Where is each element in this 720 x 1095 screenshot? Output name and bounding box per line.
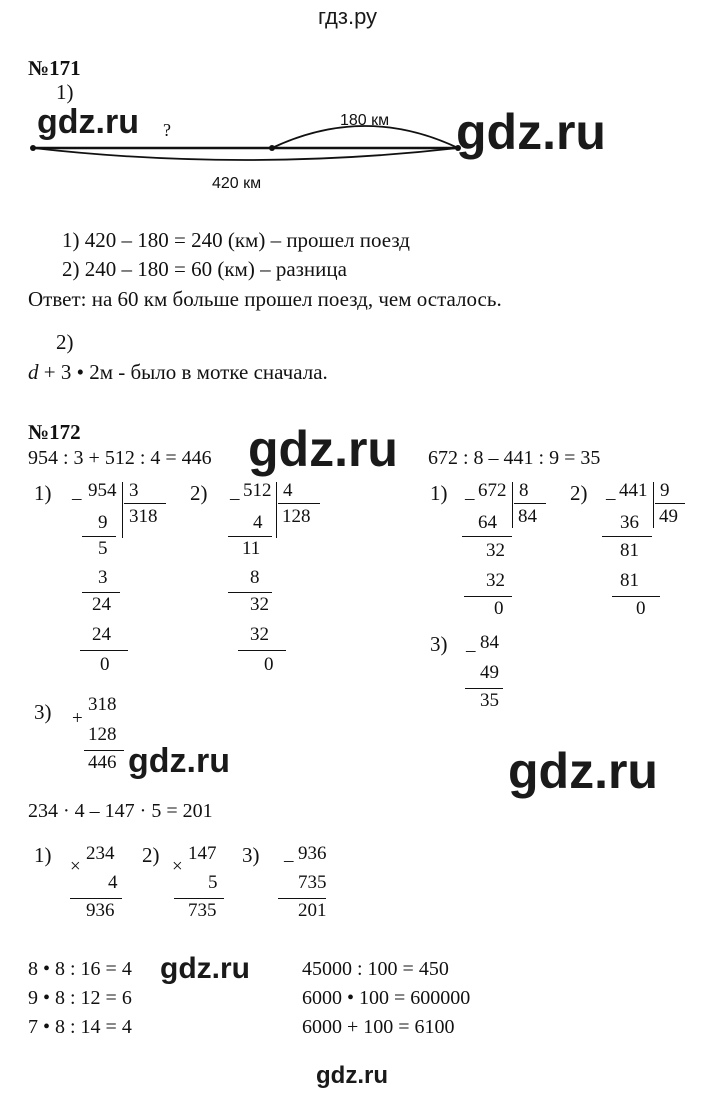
step-label-1: 1) <box>34 481 52 505</box>
work-row: 24 <box>92 594 111 615</box>
factor: 234 <box>86 843 115 864</box>
step-label-1: 1) <box>34 843 52 867</box>
solution-step-1: 1) 420 – 180 = 240 (км) – прошел поезд <box>62 228 410 252</box>
minus-sign: – <box>284 850 294 871</box>
watermark: gdz.ru <box>456 104 606 160</box>
solution-step-2: 2) 240 – 180 = 60 (км) – разница <box>62 257 347 281</box>
step-label-2: 2) <box>142 843 160 867</box>
minuend: 84 <box>480 632 499 653</box>
divisor: 3 <box>129 480 139 501</box>
step-label-2: 2) <box>570 481 588 505</box>
work-row: 81 <box>620 540 639 561</box>
work-row: 36 <box>620 512 639 533</box>
work-row: 4 <box>253 512 263 533</box>
work-row: 5 <box>98 538 108 559</box>
difference: 201 <box>298 900 327 921</box>
expression-left: 7 • 8 : 14 = 4 <box>28 1016 132 1038</box>
work-row: 0 <box>100 654 110 675</box>
work-row: 8 <box>250 567 260 588</box>
footer-watermark: gdz.ru <box>316 1062 388 1089</box>
diagram-top-label: 180 км <box>340 112 390 129</box>
watermark: gdz.ru <box>248 421 398 477</box>
dividend: 441 <box>619 480 648 501</box>
minus-sign: – <box>466 640 476 661</box>
dividend: 672 <box>478 480 507 501</box>
expression-right: 6000 + 100 = 6100 <box>302 1016 455 1038</box>
quotient: 84 <box>518 506 537 527</box>
work-row: 3 <box>98 567 108 588</box>
work-row: 32 <box>486 570 505 591</box>
factor: 5 <box>208 872 218 893</box>
divisor: 8 <box>519 480 529 501</box>
task-171-part1-label: 1) <box>56 80 74 104</box>
work-row: 81 <box>620 570 639 591</box>
minus-sign: – <box>465 488 475 509</box>
times-sign: × <box>70 856 81 877</box>
plus-sign: + <box>72 708 83 729</box>
task-171-number: №171 <box>28 56 81 80</box>
dividend: 512 <box>243 480 272 501</box>
answer-text: Ответ: на 60 км больше прошел поезд, чем осталось. <box>28 287 502 311</box>
minuend: 936 <box>298 843 327 864</box>
watermark: gdz.ru <box>37 103 139 141</box>
quotient: 49 <box>659 506 678 527</box>
difference: 35 <box>480 690 499 711</box>
site-header: гдз.ру <box>318 4 378 29</box>
step-label-3: 3) <box>430 632 448 656</box>
step-label-1: 1) <box>430 481 448 505</box>
expression-1: 954 : 3 + 512 : 4 = 446 <box>28 447 212 469</box>
subtrahend: 49 <box>480 662 499 683</box>
part2-expression: + 3 • 2м - было в мотке сначала. <box>38 360 328 384</box>
work-row: 0 <box>636 598 646 619</box>
expression-left: 8 • 8 : 16 = 4 <box>28 958 132 980</box>
watermark: gdz.ru <box>508 743 658 799</box>
expression-2: 672 : 8 – 441 : 9 = 35 <box>428 447 601 469</box>
expression-left: 9 • 8 : 12 = 6 <box>28 987 132 1009</box>
times-sign: × <box>172 856 183 877</box>
work-row: 32 <box>250 624 269 645</box>
work-row: 32 <box>486 540 505 561</box>
product: 735 <box>188 900 217 921</box>
addend: 318 <box>88 694 117 715</box>
step-label-3: 3) <box>34 700 52 724</box>
minus-sign: – <box>230 488 240 509</box>
work-row: 64 <box>478 512 497 533</box>
minus-sign: – <box>72 488 82 509</box>
work-row: 24 <box>92 624 111 645</box>
work-row: 11 <box>242 538 261 559</box>
divisor: 9 <box>660 480 670 501</box>
divisor: 4 <box>283 480 293 501</box>
addend: 128 <box>88 724 117 745</box>
factor: 4 <box>108 872 118 893</box>
expression-right: 6000 • 100 = 600000 <box>302 987 471 1009</box>
sum: 446 <box>88 752 117 773</box>
minus-sign: – <box>606 488 616 509</box>
work-row: 0 <box>494 598 504 619</box>
factor: 147 <box>188 843 217 864</box>
step-label-3: 3) <box>242 843 260 867</box>
task-171-part2-label: 2) <box>56 330 74 354</box>
subtrahend: 735 <box>298 872 327 893</box>
work-row: 9 <box>98 512 108 533</box>
dividend: 954 <box>88 480 117 501</box>
quotient: 128 <box>282 506 311 527</box>
watermark: gdz.ru <box>160 952 250 985</box>
work-row: 32 <box>250 594 269 615</box>
diagram-question-mark: ? <box>163 120 171 140</box>
step-label-2: 2) <box>190 481 208 505</box>
variable-d: d <box>28 360 39 384</box>
diagram-bottom-label: 420 км <box>212 175 262 192</box>
task-172-number: №172 <box>28 420 81 444</box>
watermark: gdz.ru <box>128 742 230 780</box>
expression-3: 234 · 4 – 147 · 5 = 201 <box>28 800 213 822</box>
expression-right: 45000 : 100 = 450 <box>302 958 449 980</box>
quotient: 318 <box>129 506 158 527</box>
work-row: 0 <box>264 654 274 675</box>
task-171-part2-text <box>28 360 328 385</box>
product: 936 <box>86 900 115 921</box>
